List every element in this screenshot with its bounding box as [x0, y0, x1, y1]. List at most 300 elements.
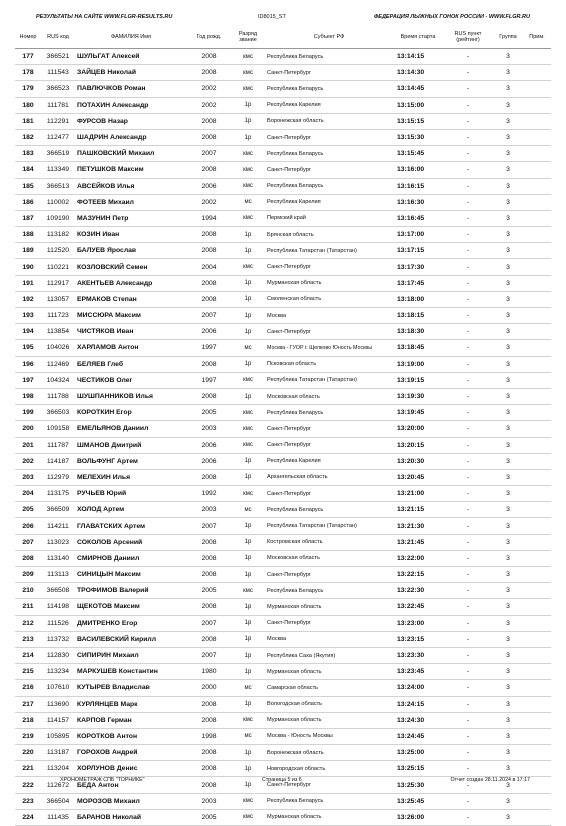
cell-sport-rank: мс	[231, 194, 265, 210]
cell-athlete-name: ШМАНОВ Дмитрий	[75, 437, 187, 453]
table-row	[15, 615, 551, 631]
cell-row-number: 201	[15, 437, 41, 453]
cell-row-number: 195	[15, 340, 41, 356]
cell-athlete-name: ЩЕКОТОВ Максим	[75, 599, 187, 615]
cell-region: Москва - Юность Москвы	[265, 728, 393, 744]
cell-note	[523, 437, 551, 453]
cell-birth-year: 2008	[187, 129, 231, 145]
cell-start-time: 13:22:15	[393, 567, 443, 583]
cell-region: Вологодская область	[265, 696, 393, 712]
cell-athlete-name: СОКОЛОВ Арсений	[75, 534, 187, 550]
table-row	[15, 712, 551, 728]
cell-group: 3	[493, 356, 523, 372]
table-row	[15, 421, 551, 437]
cell-row-number: 186	[15, 194, 41, 210]
cell-rus-code: 112917	[41, 275, 75, 291]
cell-row-number: 212	[15, 615, 41, 631]
cell-row-number: 184	[15, 162, 41, 178]
cell-athlete-name: БЕДА Антон	[75, 777, 187, 793]
table-row	[15, 405, 551, 421]
cell-rus-points: -	[443, 308, 493, 324]
cell-note	[523, 550, 551, 566]
cell-note	[523, 518, 551, 534]
col-header-number: Номер	[15, 26, 41, 49]
cell-note	[523, 308, 551, 324]
cell-row-number: 181	[15, 113, 41, 129]
table-row	[15, 469, 551, 485]
federation-site-link[interactable]: ФЕДЕРАЦИЯ ЛЫЖНЫХ ГОНОК РОССИИ - WWW.FLGR.RU	[373, 14, 530, 20]
cell-group: 3	[493, 696, 523, 712]
cell-start-time: 13:15:15	[393, 113, 443, 129]
cell-sport-rank: мс	[231, 502, 265, 518]
table-row	[15, 162, 551, 178]
cell-birth-year: 2007	[187, 647, 231, 663]
cell-rus-points: -	[443, 194, 493, 210]
cell-birth-year: 1980	[187, 664, 231, 680]
cell-row-number: 216	[15, 680, 41, 696]
table-row	[15, 388, 551, 404]
cell-sport-rank: кмс	[231, 486, 265, 502]
col-header-group: Группа	[493, 26, 523, 49]
cell-athlete-name: МИССЮРА Максим	[75, 308, 187, 324]
cell-athlete-name: БАРАНОВ Николай	[75, 809, 187, 825]
cell-row-number: 183	[15, 146, 41, 162]
cell-start-time: 13:17:45	[393, 275, 443, 291]
cell-rus-code: 104026	[41, 340, 75, 356]
table-row	[15, 453, 551, 469]
cell-athlete-name: КОЗЛОВСКИЙ Семен	[75, 259, 187, 275]
cell-rus-code: 111435	[41, 809, 75, 825]
cell-region: Москва - ГУОР г. Щелково Юность Москвы	[265, 340, 393, 356]
cell-rus-code: 113690	[41, 696, 75, 712]
cell-birth-year: 2008	[187, 777, 231, 793]
cell-region: Воронежская область	[265, 745, 393, 761]
cell-rus-points: -	[443, 372, 493, 388]
cell-row-number: 206	[15, 518, 41, 534]
cell-region: Республика Карелия	[265, 194, 393, 210]
cell-sport-rank: 1р	[231, 631, 265, 647]
cell-note	[523, 453, 551, 469]
cell-start-time: 13:22:30	[393, 583, 443, 599]
cell-rus-code: 113187	[41, 745, 75, 761]
cell-region: Республика Татарстан (Татарстан)	[265, 518, 393, 534]
cell-group: 3	[493, 583, 523, 599]
cell-region: Санкт-Петербург	[265, 324, 393, 340]
cell-rus-points: -	[443, 291, 493, 307]
cell-note	[523, 664, 551, 680]
cell-rus-points: -	[443, 583, 493, 599]
cell-start-time: 13:19:00	[393, 356, 443, 372]
cell-birth-year: 2008	[187, 113, 231, 129]
cell-group: 3	[493, 437, 523, 453]
cell-start-time: 13:21:00	[393, 486, 443, 502]
cell-rus-points: -	[443, 631, 493, 647]
cell-birth-year: 2006	[187, 178, 231, 194]
cell-row-number: 182	[15, 129, 41, 145]
cell-birth-year: 2008	[187, 227, 231, 243]
cell-start-time: 13:16:00	[393, 162, 443, 178]
cell-rus-points: -	[443, 518, 493, 534]
cell-birth-year: 1997	[187, 372, 231, 388]
cell-sport-rank: 1р	[231, 324, 265, 340]
cell-athlete-name: ВАСИЛЕВСКИЙ Кирилл	[75, 631, 187, 647]
cell-row-number: 218	[15, 712, 41, 728]
cell-athlete-name: ЗАЙЦЕВ Николай	[75, 65, 187, 81]
cell-row-number: 215	[15, 664, 41, 680]
cell-rus-points: -	[443, 567, 493, 583]
cell-rus-code: 113349	[41, 162, 75, 178]
cell-row-number: 177	[15, 49, 41, 65]
cell-group: 3	[493, 647, 523, 663]
cell-sport-rank: 1р	[231, 453, 265, 469]
cell-sport-rank: 1р	[231, 388, 265, 404]
cell-group: 3	[493, 162, 523, 178]
cell-athlete-name: ХОЛОД Артем	[75, 502, 187, 518]
cell-note	[523, 631, 551, 647]
cell-rus-points: -	[443, 437, 493, 453]
cell-athlete-name: ЧИСТЯКОВ Иван	[75, 324, 187, 340]
col-header-code: RUS код	[41, 26, 75, 49]
table-row	[15, 583, 551, 599]
cell-region: Республика Беларусь	[265, 405, 393, 421]
cell-athlete-name: ХОРЛУНОВ Денис	[75, 761, 187, 777]
cell-sport-rank: 1р	[231, 550, 265, 566]
cell-group: 3	[493, 65, 523, 81]
cell-row-number: 199	[15, 405, 41, 421]
cell-region: Брянская область	[265, 227, 393, 243]
cell-sport-rank: кмс	[231, 65, 265, 81]
cell-row-number: 178	[15, 65, 41, 81]
results-site-link[interactable]: РЕЗУЛЬТАТЫ НА САЙТЕ WWW.FLGR-RESULTS.RU	[36, 14, 173, 20]
cell-start-time: 13:14:30	[393, 65, 443, 81]
cell-row-number: 198	[15, 388, 41, 404]
timing-credit: ХРОНОМЕТРАЖ СПБ "ТОРНИКЕ"	[60, 777, 145, 783]
cell-birth-year: 1992	[187, 486, 231, 502]
table-row	[15, 194, 551, 210]
cell-group: 3	[493, 777, 523, 793]
cell-start-time: 13:20:30	[393, 453, 443, 469]
cell-start-time: 13:18:00	[393, 291, 443, 307]
cell-row-number: 203	[15, 469, 41, 485]
cell-birth-year: 2008	[187, 599, 231, 615]
cell-group: 3	[493, 227, 523, 243]
cell-group: 3	[493, 599, 523, 615]
cell-note	[523, 113, 551, 129]
cell-rus-points: -	[443, 324, 493, 340]
cell-sport-rank: кмс	[231, 793, 265, 809]
cell-birth-year: 2008	[187, 696, 231, 712]
cell-athlete-name: БЕЛЯЕВ Глеб	[75, 356, 187, 372]
cell-birth-year: 2005	[187, 405, 231, 421]
cell-rus-code: 104324	[41, 372, 75, 388]
cell-note	[523, 405, 551, 421]
cell-rus-points: -	[443, 745, 493, 761]
cell-group: 3	[493, 502, 523, 518]
cell-athlete-name: БАЛУЕВ Ярослав	[75, 243, 187, 259]
cell-group: 3	[493, 550, 523, 566]
cell-start-time: 13:16:30	[393, 194, 443, 210]
cell-birth-year: 2005	[187, 583, 231, 599]
cell-rus-points: -	[443, 469, 493, 485]
cell-region: Санкт-Петербург	[265, 615, 393, 631]
cell-row-number: 210	[15, 583, 41, 599]
cell-athlete-name: СИНИЦЫН Максим	[75, 567, 187, 583]
cell-sport-rank: 1р	[231, 777, 265, 793]
cell-athlete-name: ПЕТУШКОВ Максим	[75, 162, 187, 178]
cell-rus-code: 111787	[41, 437, 75, 453]
cell-region: Санкт-Петербург	[265, 162, 393, 178]
cell-birth-year: 1994	[187, 210, 231, 226]
table-row	[15, 728, 551, 744]
table-row	[15, 113, 551, 129]
cell-start-time: 13:20:00	[393, 421, 443, 437]
cell-birth-year: 2003	[187, 793, 231, 809]
table-row	[15, 761, 551, 777]
table-row	[15, 809, 551, 825]
cell-sport-rank: 1р	[231, 243, 265, 259]
cell-rus-code: 366509	[41, 502, 75, 518]
cell-sport-rank: кмс	[231, 421, 265, 437]
cell-group: 3	[493, 178, 523, 194]
cell-row-number: 194	[15, 324, 41, 340]
cell-note	[523, 647, 551, 663]
cell-birth-year: 2008	[187, 49, 231, 65]
cell-row-number: 222	[15, 777, 41, 793]
cell-row-number: 205	[15, 502, 41, 518]
cell-rus-code: 112520	[41, 243, 75, 259]
cell-note	[523, 97, 551, 113]
cell-group: 3	[493, 210, 523, 226]
cell-sport-rank: кмс	[231, 146, 265, 162]
cell-region: Псковская область	[265, 356, 393, 372]
cell-row-number: 188	[15, 227, 41, 243]
cell-region: Самарская область	[265, 680, 393, 696]
cell-group: 3	[493, 534, 523, 550]
cell-birth-year: 2006	[187, 324, 231, 340]
cell-note	[523, 275, 551, 291]
cell-note	[523, 291, 551, 307]
cell-birth-year: 1998	[187, 728, 231, 744]
cell-athlete-name: АКЕНТЬЕВ Александр	[75, 275, 187, 291]
cell-group: 3	[493, 680, 523, 696]
cell-sport-rank: 1р	[231, 469, 265, 485]
cell-start-time: 13:20:45	[393, 469, 443, 485]
cell-athlete-name: КОРОТКОВ Антон	[75, 728, 187, 744]
cell-start-time: 13:24:00	[393, 680, 443, 696]
cell-athlete-name: РУЧЬЕВ Юрий	[75, 486, 187, 502]
cell-note	[523, 194, 551, 210]
cell-row-number: 208	[15, 550, 41, 566]
cell-birth-year: 2008	[187, 761, 231, 777]
cell-sport-rank: кмс	[231, 372, 265, 388]
cell-region: Республика Татарстан (Татарстан)	[265, 243, 393, 259]
cell-region: Республика Беларусь	[265, 583, 393, 599]
cell-region: Республика Беларусь	[265, 146, 393, 162]
cell-sport-rank: мс	[231, 728, 265, 744]
cell-athlete-name: ПАШКОВСКИЙ Михаил	[75, 146, 187, 162]
cell-row-number: 189	[15, 243, 41, 259]
cell-rus-code: 114211	[41, 518, 75, 534]
cell-note	[523, 809, 551, 825]
table-row	[15, 567, 551, 583]
cell-sport-rank: кмс	[231, 81, 265, 97]
cell-note	[523, 49, 551, 65]
cell-start-time: 13:20:15	[393, 437, 443, 453]
cell-birth-year: 2008	[187, 534, 231, 550]
table-row	[15, 502, 551, 518]
cell-region: Республика Беларусь	[265, 793, 393, 809]
cell-sport-rank: мс	[231, 680, 265, 696]
cell-rus-points: -	[443, 777, 493, 793]
cell-region: Республика Саха (Якутия)	[265, 647, 393, 663]
cell-row-number: 213	[15, 631, 41, 647]
cell-note	[523, 340, 551, 356]
cell-athlete-name: ФУРСОВ Назар	[75, 113, 187, 129]
cell-group: 3	[493, 421, 523, 437]
cell-row-number: 200	[15, 421, 41, 437]
cell-note	[523, 259, 551, 275]
cell-group: 3	[493, 793, 523, 809]
cell-rus-points: -	[443, 615, 493, 631]
cell-rus-points: -	[443, 712, 493, 728]
cell-group: 3	[493, 664, 523, 680]
cell-row-number: 193	[15, 308, 41, 324]
cell-region: Москва	[265, 308, 393, 324]
cell-note	[523, 728, 551, 744]
cell-row-number: 204	[15, 486, 41, 502]
cell-start-time: 13:15:30	[393, 129, 443, 145]
cell-start-time: 13:25:15	[393, 761, 443, 777]
cell-rus-code: 113182	[41, 227, 75, 243]
table-row	[15, 227, 551, 243]
cell-row-number: 211	[15, 599, 41, 615]
cell-note	[523, 356, 551, 372]
cell-rus-points: -	[443, 227, 493, 243]
cell-birth-year: 2008	[187, 291, 231, 307]
cell-birth-year: 2008	[187, 567, 231, 583]
report-created: Отчет создан 28.11.2024 в 17:17	[450, 777, 530, 783]
cell-rus-points: -	[443, 275, 493, 291]
cell-rus-code: 366503	[41, 405, 75, 421]
cell-row-number: 187	[15, 210, 41, 226]
cell-birth-year: 2005	[187, 809, 231, 825]
cell-start-time: 13:19:30	[393, 388, 443, 404]
table-row	[15, 631, 551, 647]
table-row	[15, 210, 551, 226]
cell-group: 3	[493, 486, 523, 502]
cell-region: Санкт-Петербург	[265, 486, 393, 502]
cell-note	[523, 745, 551, 761]
cell-note	[523, 469, 551, 485]
cell-birth-year: 2007	[187, 615, 231, 631]
cell-rus-code: 366508	[41, 583, 75, 599]
cell-group: 3	[493, 275, 523, 291]
cell-rus-code: 112979	[41, 469, 75, 485]
cell-rus-code: 112469	[41, 356, 75, 372]
cell-athlete-name: ВОЛЬФУНГ Артем	[75, 453, 187, 469]
cell-rus-points: -	[443, 243, 493, 259]
cell-region: Воронежская область	[265, 113, 393, 129]
cell-sport-rank: 1р	[231, 518, 265, 534]
cell-rus-points: -	[443, 49, 493, 65]
cell-athlete-name: МАЗУНИН Петр	[75, 210, 187, 226]
cell-note	[523, 65, 551, 81]
cell-region: Республика Карелия	[265, 453, 393, 469]
cell-group: 3	[493, 728, 523, 744]
col-header-points: RUS пункт (рейтинг)	[443, 26, 493, 49]
cell-group: 3	[493, 372, 523, 388]
cell-rus-code: 113023	[41, 534, 75, 550]
cell-rus-code: 113140	[41, 550, 75, 566]
cell-rus-points: -	[443, 259, 493, 275]
cell-athlete-name: ШУЛЬГАТ Алексей	[75, 49, 187, 65]
cell-region: Архангельская область	[265, 469, 393, 485]
col-header-note: Прим.	[523, 26, 551, 49]
cell-athlete-name: ШАДРИН Александр	[75, 129, 187, 145]
cell-rus-points: -	[443, 421, 493, 437]
cell-athlete-name: МАРКУШЕВ Константин	[75, 664, 187, 680]
cell-group: 3	[493, 615, 523, 631]
cell-sport-rank: 1р	[231, 567, 265, 583]
cell-group: 3	[493, 405, 523, 421]
cell-region: Республика Беларусь	[265, 178, 393, 194]
cell-note	[523, 388, 551, 404]
cell-sport-rank: 1р	[231, 696, 265, 712]
cell-athlete-name: ПОТАХИН Александр	[75, 97, 187, 113]
cell-start-time: 13:17:15	[393, 243, 443, 259]
cell-rus-code: 114187	[41, 453, 75, 469]
cell-rus-points: -	[443, 81, 493, 97]
cell-note	[523, 583, 551, 599]
cell-rus-code: 113204	[41, 761, 75, 777]
cell-rus-points: -	[443, 793, 493, 809]
cell-birth-year: 2008	[187, 745, 231, 761]
cell-birth-year: 2007	[187, 146, 231, 162]
cell-athlete-name: ГОРОХОВ Андрей	[75, 745, 187, 761]
cell-start-time: 13:17:00	[393, 227, 443, 243]
cell-rus-code: 112291	[41, 113, 75, 129]
col-header-year: Год рожд.	[187, 26, 231, 49]
table-row	[15, 518, 551, 534]
cell-start-time: 13:24:15	[393, 696, 443, 712]
cell-row-number: 179	[15, 81, 41, 97]
cell-rus-code: 109158	[41, 421, 75, 437]
col-header-region: Субъект РФ	[265, 26, 393, 49]
cell-row-number: 224	[15, 809, 41, 825]
col-header-rank: Разряд звание	[231, 26, 265, 49]
cell-region: Санкт-Петербург	[265, 129, 393, 145]
cell-note	[523, 178, 551, 194]
table-row	[15, 534, 551, 550]
cell-sport-rank: 1р	[231, 664, 265, 680]
cell-birth-year: 2006	[187, 437, 231, 453]
table-row	[15, 680, 551, 696]
page-header	[0, 14, 566, 24]
cell-note	[523, 146, 551, 162]
cell-birth-year: 2002	[187, 81, 231, 97]
cell-region: Республика Беларусь	[265, 49, 393, 65]
cell-sport-rank: 1р	[231, 647, 265, 663]
cell-row-number: 185	[15, 178, 41, 194]
cell-region: Мурманская область	[265, 664, 393, 680]
cell-rus-code: 112477	[41, 129, 75, 145]
cell-start-time: 13:21:45	[393, 534, 443, 550]
table-row	[15, 550, 551, 566]
cell-rus-points: -	[443, 502, 493, 518]
table-row	[15, 324, 551, 340]
cell-rus-code: 366521	[41, 49, 75, 65]
cell-start-time: 13:23:45	[393, 664, 443, 680]
